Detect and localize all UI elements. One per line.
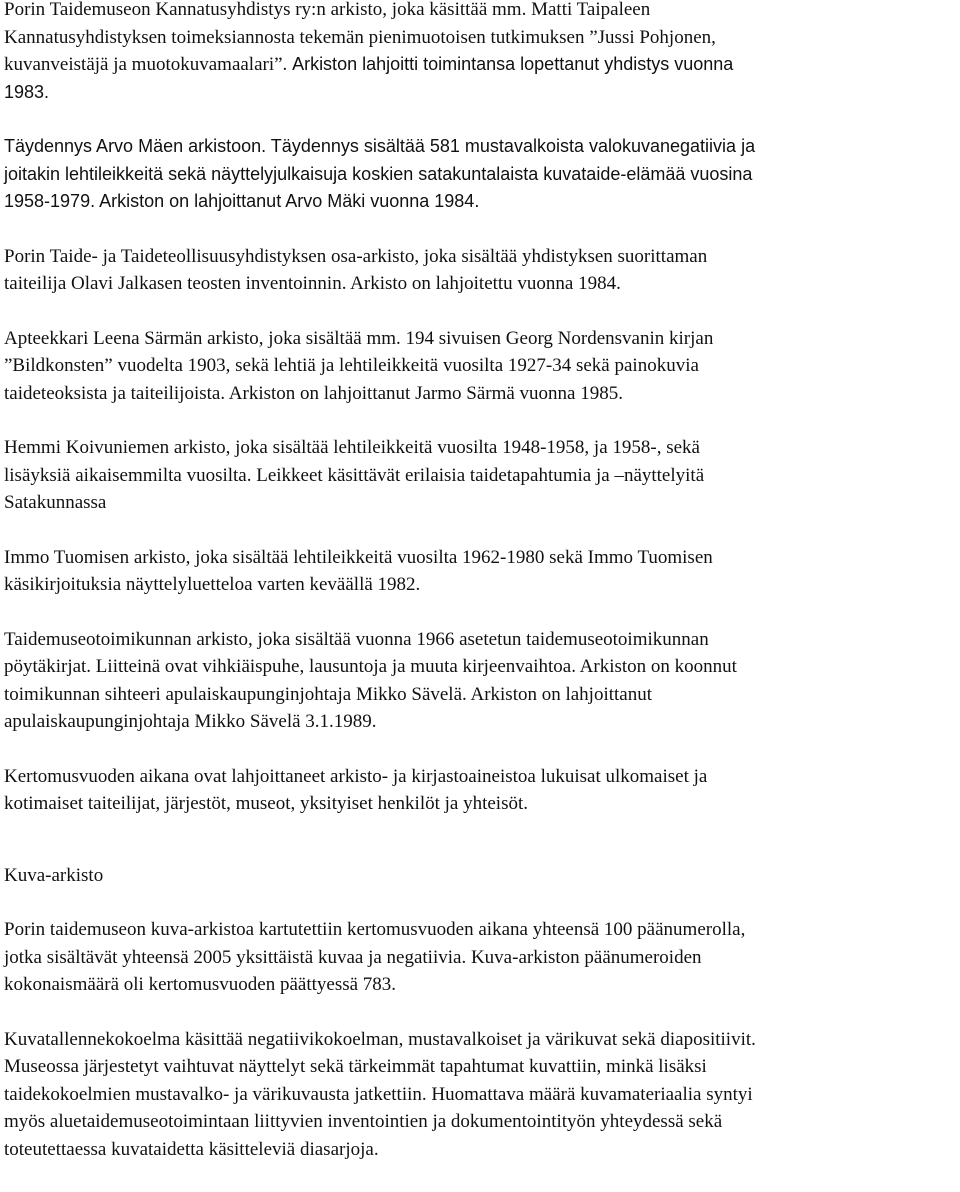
text-run: joitakin lehtileikkeitä sekä näyttelyjulkaisuja koskien satakuntalaista kuvataide-elämää vuosina xyxy=(4,163,753,184)
paragraph-kuvatallennekokoelma xyxy=(4,1026,952,1164)
text-line xyxy=(4,944,952,972)
text-run: Kertomusvuoden aikana ovat lahjoittaneet arkisto- ja kirjastoaineistoa lukuisat ulkomaiset ja xyxy=(4,765,708,787)
text-run: Täydennys Arvo Mäen arkistoon. Täydennys sisältää 581 mustavalkoista valokuvanegatiivia ja xyxy=(4,136,756,156)
paragraph-tuominen-archive xyxy=(4,544,952,599)
section-heading-kuva-arkisto xyxy=(4,862,952,890)
text-run: Taidemuseotoimikunnan arkisto, joka sisältää vuonna 1966 asetetun taidemuseotoimikunnan xyxy=(4,628,709,650)
text-run: myös aluetaidemuseotoimintaan liittyvien inventointien ja dokumentointityön yhteydessä sekä xyxy=(4,1111,723,1132)
text-line xyxy=(4,916,952,944)
text-run: Satakunnassa xyxy=(4,492,107,513)
text-line xyxy=(4,862,952,890)
text-line xyxy=(4,188,952,216)
text-line xyxy=(4,681,952,709)
text-line xyxy=(4,0,952,24)
text-line xyxy=(4,24,952,52)
text-line xyxy=(4,1136,952,1164)
paragraph-kuva-arkisto-growth xyxy=(4,916,952,999)
text-line xyxy=(4,1026,952,1054)
text-run: Immo Tuomisen arkisto, joka sisältää lehtileikkeitä vuosilta 1962-1980 sekä Immo Tuomisen xyxy=(4,546,713,568)
text-run: käsikirjoituksia näyttelyluetteloa varten keväällä 1982. xyxy=(4,574,421,595)
text-run: Porin Taide- ja Taideteollisuusyhdistyksen osa-arkisto, joka sisältää yhdistyksen suorittaman xyxy=(4,245,708,267)
text-run: taiteilija Olavi Jalkasen teosten inventoinnin. Arkisto on lahjoitettu vuonna 1984. xyxy=(4,273,621,294)
text-line xyxy=(4,489,952,517)
text-line xyxy=(4,51,952,79)
text-line xyxy=(4,133,952,161)
text-line xyxy=(4,1108,952,1136)
text-line xyxy=(4,626,952,654)
text-line xyxy=(4,352,952,380)
text-line xyxy=(4,571,952,599)
text-run: kuvanveistäjä ja muotokuvamaalari”. xyxy=(4,54,293,75)
text-run: pöytäkirjat. Liitteinä ovat vihkiäispuhe, lausuntoja ja muuta kirjeenvaihtoa. Arkiston on koonnut xyxy=(4,656,737,677)
text-run: kokonaismäärä oli kertomusvuoden päättyessä 783. xyxy=(4,974,397,995)
text-run: taideteoksista ja taiteilijoista. Arkiston on lahjoittanut Jarmo Särmä vuonna 1985. xyxy=(4,382,623,404)
text-line xyxy=(4,79,952,107)
text-run: 1958-1979. Arkiston on lahjoittanut Arvo Mäki vuonna 1984. xyxy=(4,191,480,211)
text-run: Arkiston lahjoitti toimintansa lopettanut yhdistys vuonna xyxy=(292,54,734,74)
text-run: Apteekkari Leena Särmän arkisto, joka sisältää mm. 194 sivuisen Georg Nordensvanin kirjan xyxy=(4,327,714,349)
text-line xyxy=(4,325,952,353)
text-run: Porin taidemuseon kuva-arkistoa kartutettiin kertomusvuoden aikana yhteensä 100 päänumerolla, xyxy=(4,919,746,940)
text-line xyxy=(4,653,952,681)
text-line xyxy=(4,790,952,818)
text-line xyxy=(4,1053,952,1081)
text-line xyxy=(4,462,952,490)
text-run: jotka sisältävät yhteensä 2005 yksittäistä kuvaa ja negatiivia. Kuva-arkiston päänumeroiden xyxy=(4,946,702,968)
text-run: Kannatusyhdistyksen toimeksiannosta tekemän pienimuotoisen tutkimuksen ”Jussi Pohjonen, xyxy=(4,26,716,48)
paragraph-arvo-maki-archive xyxy=(4,133,952,216)
text-run: kotimaiset taiteilijat, järjestöt, museot, yksityiset henkilöt ja yhteisöt. xyxy=(4,793,529,814)
text-run: apulaiskaupunginjohtaja Mikko Sävelä 3.1.1989. xyxy=(4,711,377,732)
text-run: toteutettaessa kuvataidetta käsitteleviä diasarjoja. xyxy=(4,1138,379,1160)
paragraph-koivuniemi-archive xyxy=(4,434,952,517)
text-line xyxy=(4,434,952,462)
text-run: Hemmi Koivuniemen arkisto, joka sisältää lehtileikkeitä vuosilta 1948-1958, ja 1958-, sekä xyxy=(4,437,700,458)
text-line xyxy=(4,270,952,298)
text-run: 1983. xyxy=(4,81,50,102)
text-run: lisäyksiä aikaisemmilta vuosilta. Leikkeet käsittävät erilaisia taidetapahtumia ja –näyttelyitä xyxy=(4,464,705,486)
text-line xyxy=(4,971,952,999)
text-line xyxy=(4,708,952,736)
text-run: taidekokoelmien mustavalko- ja värikuvausta jatkettiin. Huomattava määrä kuvamateriaalia syntyi xyxy=(4,1083,753,1105)
paragraph-kannatusyhdistys-archive xyxy=(4,0,952,106)
text-run: toimikunnan sihteeri apulaiskaupunginjohtaja Mikko Sävelä. Arkiston on lahjoittanut xyxy=(4,683,653,705)
text-line xyxy=(4,161,952,189)
text-line xyxy=(4,544,952,572)
text-run: Kuva-arkisto xyxy=(4,864,104,886)
text-line xyxy=(4,1081,952,1109)
text-run: Kuvatallennekokoelma käsittää negatiivikokoelman, mustavalkoiset ja värikuvat sekä diapositiivit. xyxy=(4,1028,756,1050)
paragraph-donations xyxy=(4,763,952,818)
text-line xyxy=(4,763,952,791)
text-run: Porin Taidemuseon Kannatusyhdistys ry:n arkisto, joka käsittää mm. Matti Taipaleen xyxy=(4,0,651,20)
text-line xyxy=(4,380,952,408)
text-line xyxy=(4,243,952,271)
paragraph-taidemuseotoimikunta-archive xyxy=(4,626,952,736)
text-run: ”Bildkonsten” vuodelta 1903, sekä lehtiä ja lehtileikkeitä vuosilta 1927-34 sekä painokuvia xyxy=(4,355,699,376)
paragraph-taideteollisuusyhdistys-archive xyxy=(4,243,952,298)
text-run: Museossa järjestetyt vaihtuvat näyttelyt sekä tärkeimmät tapahtumat kuvattiin, minkä lisäksi xyxy=(4,1056,707,1077)
paragraph-sarma-archive xyxy=(4,325,952,408)
